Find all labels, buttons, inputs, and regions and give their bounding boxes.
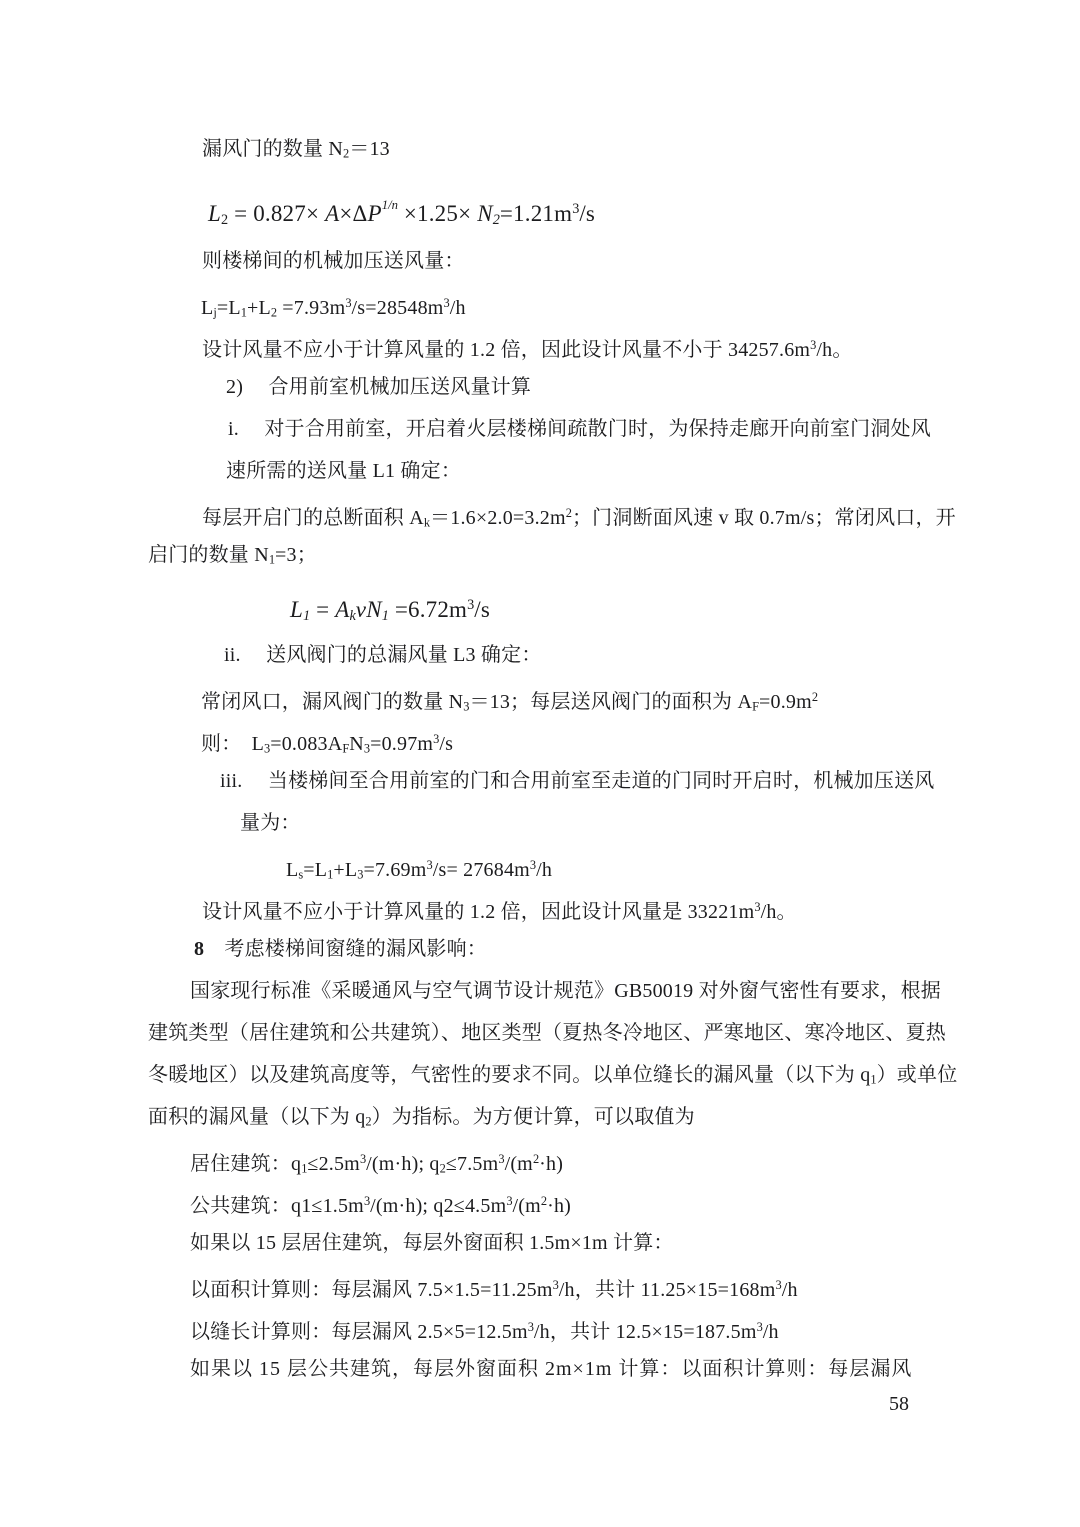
text-run: L — [286, 858, 299, 881]
text-run: k — [349, 607, 356, 624]
text-run: /s — [579, 201, 596, 227]
text-run: ≤2.5m — [307, 1152, 360, 1175]
text-run: j — [213, 305, 217, 320]
text-run: L — [208, 201, 221, 227]
text-run: 8 — [194, 938, 205, 960]
para-L3-result — [148, 718, 948, 760]
text-run: 3 — [754, 900, 761, 914]
text-run: 则： L — [201, 732, 265, 755]
text-run: ×Δ — [339, 201, 368, 227]
text-run: ·h) — [539, 1152, 564, 1175]
text-run: 2 — [270, 305, 278, 320]
text-run: 3 — [527, 1320, 534, 1334]
text-run: 2 — [492, 212, 500, 229]
para-example-public — [148, 1348, 948, 1390]
text-run: ）或单位 — [876, 1064, 958, 1086]
text-run: +L — [246, 296, 271, 319]
item-iii — [148, 760, 948, 802]
para-damper-leak — [148, 676, 948, 718]
para-standard-cont1 — [148, 1012, 948, 1054]
text-run: 3 — [426, 858, 433, 872]
text-run: =0.083A — [270, 732, 343, 755]
text-run: 2 — [439, 1161, 446, 1176]
para-standard — [148, 970, 948, 1012]
text-run: 如果以 15 层公共建筑，每层外窗面积 2m×1m 计算：以面积计算则：每层漏风 — [190, 1358, 913, 1380]
text-run: =L — [216, 296, 241, 319]
text-run: 1 — [303, 607, 311, 624]
text-run: s — [298, 867, 304, 882]
text-run: 面积的漏风量（以下为 q — [148, 1106, 366, 1128]
text-run: 3 — [572, 201, 580, 218]
text-run: 1 — [327, 867, 334, 882]
text-run: 3 — [363, 741, 371, 756]
heading-item-8 — [148, 928, 948, 970]
item-i — [148, 408, 948, 450]
page-number: 58 — [889, 1393, 909, 1415]
text-run: 启门的数量 N — [148, 544, 269, 566]
text-run: F — [342, 741, 350, 756]
text-run: 1/n — [381, 198, 398, 212]
text-run: 3 — [552, 1278, 559, 1292]
text-run: =1.21m — [499, 201, 573, 227]
text-run: v — [355, 596, 367, 622]
text-run: 3 — [264, 741, 271, 756]
text-run: ×1.25× — [397, 201, 478, 227]
text-run: 2 — [343, 146, 350, 161]
formula-L2 — [148, 170, 948, 240]
text-run: 则楼梯间的机械加压送风量： — [202, 250, 465, 272]
text-run: 如果以 15 层居住建筑，每层外窗面积 1.5m×1m 计算： — [190, 1232, 674, 1254]
text-run: 1 — [301, 1161, 308, 1176]
text-run: 国家现行标准《采暖通风与空气调节设计规范》GB50019 对外窗气密性有要求，根据 — [190, 980, 941, 1002]
text-run: L — [201, 296, 214, 319]
text-run: /h。 — [760, 900, 797, 923]
item-iii-cont — [148, 802, 948, 844]
text-run: A — [335, 596, 350, 622]
text-run: /(m — [504, 1152, 533, 1175]
text-run: 3 — [775, 1278, 782, 1292]
text-run: 居住建筑：q — [190, 1152, 302, 1175]
para-leak-door-count — [148, 128, 948, 170]
text-run: /h — [449, 296, 466, 319]
text-run: +L — [333, 858, 358, 881]
text-run: 3 — [756, 1320, 763, 1334]
text-run: i. 对于合用前室，开启着火层楼梯间疏散门时，为保持走廊开向前室门洞处风 — [228, 418, 931, 440]
text-run: ≤7.5m — [445, 1152, 499, 1175]
text-run: 3 — [359, 1152, 367, 1166]
text-run: /h — [762, 1320, 779, 1343]
text-run: 2 — [532, 1152, 540, 1166]
text-run: 3 — [443, 296, 450, 310]
text-run: =L — [303, 858, 328, 881]
text-run: A — [325, 201, 340, 227]
text-run: L — [290, 596, 303, 622]
item-i-cont — [148, 450, 948, 492]
text-run: =3； — [275, 544, 317, 566]
text-run: /s= 27684m — [432, 858, 530, 881]
text-run: 以面积计算则：每层漏风 7.5×1.5=11.25m — [190, 1278, 553, 1301]
text-run: ii. 送风阀门的总漏风量 L3 确定： — [224, 644, 542, 666]
text-run: ；门洞断面风速 v 取 0.7m/s；常闭风口，开 — [571, 506, 956, 529]
text-run: ＝13；每层送风阀门的面积为 A — [469, 690, 753, 713]
text-run: 1 — [381, 607, 389, 624]
item-2-heading — [148, 366, 948, 408]
text-run: /(m·h); q2≤4.5m — [370, 1194, 507, 1217]
text-run: /h，共计 11.25×15=168m — [558, 1278, 776, 1301]
text-run: 冬暖地区）以及建筑高度等，气密性的要求不同。以单位缝长的漏风量（以下为 q — [148, 1064, 871, 1086]
text-run: = 0.827× — [228, 201, 326, 227]
text-run: 漏风门的数量 N — [202, 138, 344, 160]
text-run: /h。 — [816, 338, 853, 361]
text-run: /h — [536, 858, 553, 881]
text-run: 1 — [870, 1072, 877, 1087]
para-residential-limits — [148, 1138, 948, 1180]
text-run: 2 — [811, 690, 819, 704]
text-run: 3 — [498, 1152, 505, 1166]
text-run: 3 — [529, 858, 537, 872]
text-run: ）为指标。为方便计算，可以取值为 — [371, 1106, 695, 1128]
text-run: 建筑类型（居住建筑和公共建筑）、地区类型（夏热冬冷地区、严寒地区、寒冷地区、夏热 — [148, 1022, 946, 1044]
text-run: 速所需的送风量 L1 确定： — [226, 460, 462, 482]
formula-L1 — [148, 576, 948, 634]
document-body — [148, 128, 958, 1390]
text-run: /s — [439, 732, 454, 755]
text-run: =7.69m — [363, 858, 427, 881]
text-run: 3 — [345, 296, 352, 310]
text-run: 2) 合用前室机械加压送风量计算 — [226, 376, 532, 398]
text-run: 公共建筑：q1≤1.5m — [190, 1194, 364, 1217]
text-run: 常闭风口，漏风阀门的数量 N — [201, 690, 464, 713]
para-example-residential — [148, 1222, 948, 1264]
text-run: 2 — [221, 212, 229, 229]
para-calc-by-area — [148, 1264, 948, 1306]
text-run: /s=28548m — [351, 296, 444, 319]
text-run: ·h) — [547, 1194, 572, 1217]
para-stair-pressurization — [148, 240, 948, 282]
formula-Lj — [148, 282, 948, 324]
para-public-limits — [148, 1180, 948, 1222]
text-run: /s — [474, 596, 491, 622]
para-door-area-cont — [148, 534, 948, 576]
text-run: 量为： — [240, 812, 301, 834]
text-run: N — [477, 201, 493, 227]
text-run: 2 — [540, 1194, 548, 1208]
text-run: 3 — [463, 699, 470, 714]
text-run: 1 — [268, 552, 276, 567]
text-run: 2 — [365, 1114, 372, 1129]
para-door-area — [148, 492, 956, 534]
text-run: =6.72m — [388, 596, 468, 622]
text-run: 3 — [810, 338, 817, 352]
para-standard-cont2 — [148, 1054, 958, 1096]
text-run: =7.93m — [277, 296, 346, 319]
text-run: 3 — [433, 732, 440, 746]
para-standard-cont3 — [148, 1096, 948, 1138]
formula-Ls — [148, 844, 948, 886]
text-run: 3 — [363, 1194, 371, 1208]
text-run: iii. 当楼梯间至合用前室的门和合用前室至走道的门同时开启时，机械加压送风 — [220, 770, 935, 792]
para-design-flow-stair — [148, 324, 948, 366]
text-run: N — [366, 596, 382, 622]
para-design-flow-lobby — [148, 886, 948, 928]
text-run: ＝1.6×2.0=3.2m — [430, 506, 566, 529]
text-run: /h，共计 12.5×15=187.5m — [533, 1320, 757, 1343]
text-run: = — [310, 596, 336, 622]
item-ii — [148, 634, 948, 676]
text-run: /(m·h); q — [366, 1152, 440, 1175]
text-run: /(m — [512, 1194, 541, 1217]
text-run: /h — [781, 1278, 798, 1301]
text-run: 考虑楼梯间窗缝的漏风影响： — [204, 938, 488, 960]
text-run: =0.97m — [370, 732, 434, 755]
text-run: 3 — [467, 597, 475, 613]
text-run: 2 — [565, 506, 572, 520]
text-run: 每层开启门的总断面积 A — [202, 506, 424, 529]
text-run: ＝13 — [349, 138, 390, 160]
text-run: 1 — [240, 305, 247, 320]
text-run: =0.9m — [759, 690, 812, 713]
text-run: 3 — [506, 1194, 513, 1208]
text-run: 3 — [357, 867, 364, 882]
text-run: N — [349, 732, 364, 755]
text-run: k — [423, 515, 431, 530]
text-run: F — [752, 699, 760, 714]
text-run: 以缝长计算则：每层漏风 2.5×5=12.5m — [190, 1320, 528, 1343]
text-run: P — [367, 201, 382, 227]
text-run: 设计风量不应小于计算风量的 1.2 倍，因此设计风量是 33221m — [202, 900, 755, 923]
text-run: 设计风量不应小于计算风量的 1.2 倍，因此设计风量不小于 34257.6m — [202, 338, 811, 361]
para-calc-by-crack — [148, 1306, 948, 1348]
